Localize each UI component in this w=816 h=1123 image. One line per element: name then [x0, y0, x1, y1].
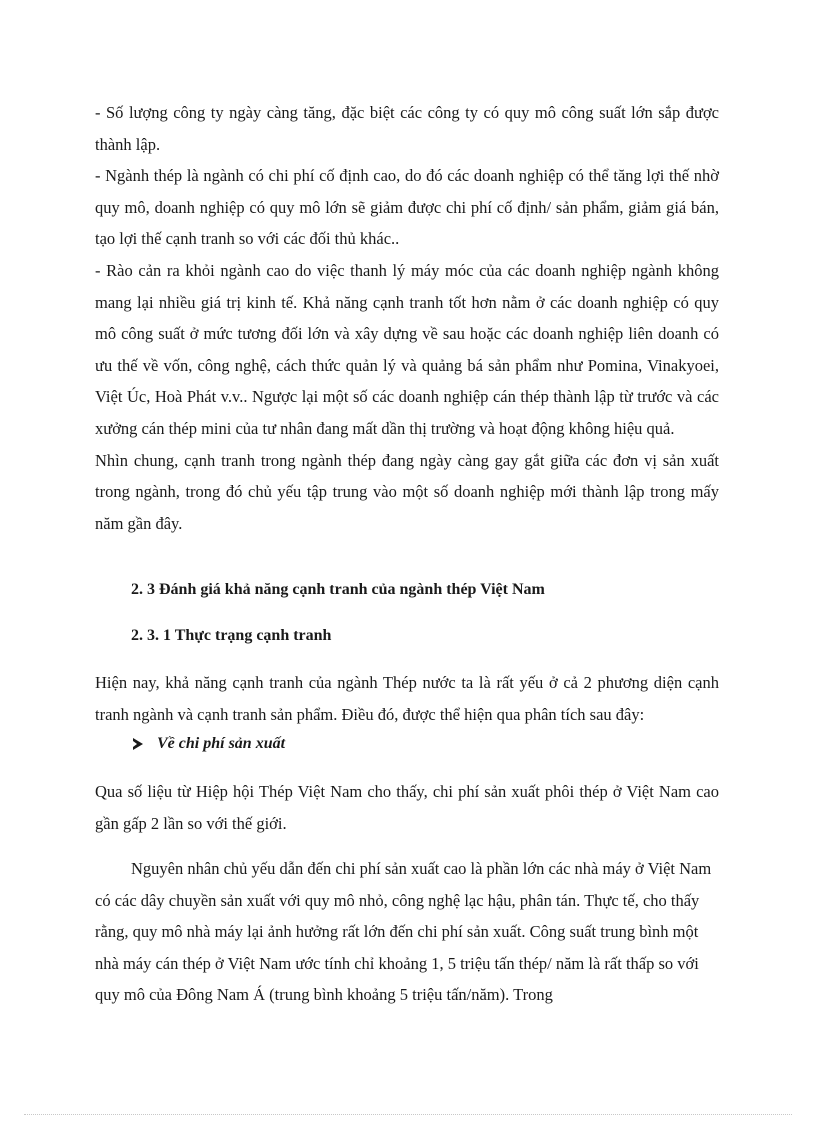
paragraph-cost-causes: Nguyên nhân chủ yếu dẫn đến chi phí sản xuất cao là phần lớn các nhà máy ở Việt Nam có các dây chuyền sản xuất với quy mô nhỏ, công nghệ lạc hậu, phân tán. Thực tế, cho thấy rằng, quy mô nhà máy lại ảnh hưởng rất lớn đến chi phí sản xuất. Công suất trung bình một nhà máy cán thép ở Việt Nam ước tính chỉ khoảng 1, 5 triệu tấn thép/ năm là rất thấp so với quy mô của Đông Nam Á (trung bình khoảng 5 triệu tấn/năm). Trong: [95, 859, 712, 1005]
page-bottom-divider: [24, 1114, 792, 1115]
paragraph-fixed-cost: - Ngành thép là ngành có chi phí cố định cao, do đó các doanh nghiệp có thể tăng lợi thế nhờ quy mô, doanh nghiệp có quy mô lớn sẽ giảm được chi phí cố định/ sản phẩm, giảm giá bán, tạo lợi thế cạnh tranh so với các đối thủ khác..: [95, 166, 719, 249]
paragraph-exit-barriers: - Rào cản ra khỏi ngành cao do việc thanh lý máy móc của các doanh nghiệp ngành không mang lại nhiều giá trị kinh tế. Khả năng cạnh tranh tốt hơn nằm ở các doanh nghiệp có quy mô công suất ở mức tương đối lớn và xây dựng về sau hoặc các doanh nghiệp liên doanh có ưu thế về vốn, công nghệ, cách thức quản lý và quảng bá sản phẩm như Pomina, Vinakyoei, Việt Úc, Hoà Phát v.v.. Ngược lại một số các doanh nghiệp cán thép thành lập từ trước và các xưởng cán thép mini của tư nhân đang mất dần thị trường và hoạt động không hiệu quả.: [95, 260, 719, 438]
arrow-bullet-icon: [133, 738, 143, 750]
production-cost-section: [95, 776, 719, 839]
bullet-production-cost: [133, 732, 285, 756]
section-heading-2-3: 2. 3 Đánh giá khả năng cạnh tranh của ngành thép Việt Nam: [131, 581, 545, 598]
paragraph-competitiveness: Hiện nay, khả năng cạnh tranh của ngành Thép nước ta là rất yếu ở cả 2 phương diện cạnh tranh ngành và cạnh tranh sản phẩm. Điều đó, được thể hiện qua phân tích sau đây:: [95, 673, 719, 724]
paragraph-cost-comparison: Qua số liệu từ Hiệp hội Thép Việt Nam cho thấy, chi phí sản xuất phôi thép ở Việt Nam cao gần gấp 2 lần so với thế giới.: [95, 782, 719, 833]
paragraph-company-count: - Số lượng công ty ngày càng tăng, đặc biệt các công ty có quy mô công suất lớn sắp được thành lập.: [95, 103, 719, 154]
market-competition-section: [95, 97, 719, 539]
current-competition-section: [95, 667, 719, 730]
paragraph-summary: Nhìn chung, cạnh tranh trong ngành thép đang ngày càng gay gắt giữa các đơn vị sản xuất trong ngành, trong đó chủ yếu tập trung vào một số doanh nghiệp mới thành lập trong mấy năm gần đây.: [95, 450, 719, 533]
cost-causes-section: [95, 853, 719, 1011]
section-heading-2-3-1: 2. 3. 1 Thực trạng cạnh tranh: [131, 627, 332, 644]
bullet-label: Về chi phí sản xuất: [157, 735, 286, 752]
